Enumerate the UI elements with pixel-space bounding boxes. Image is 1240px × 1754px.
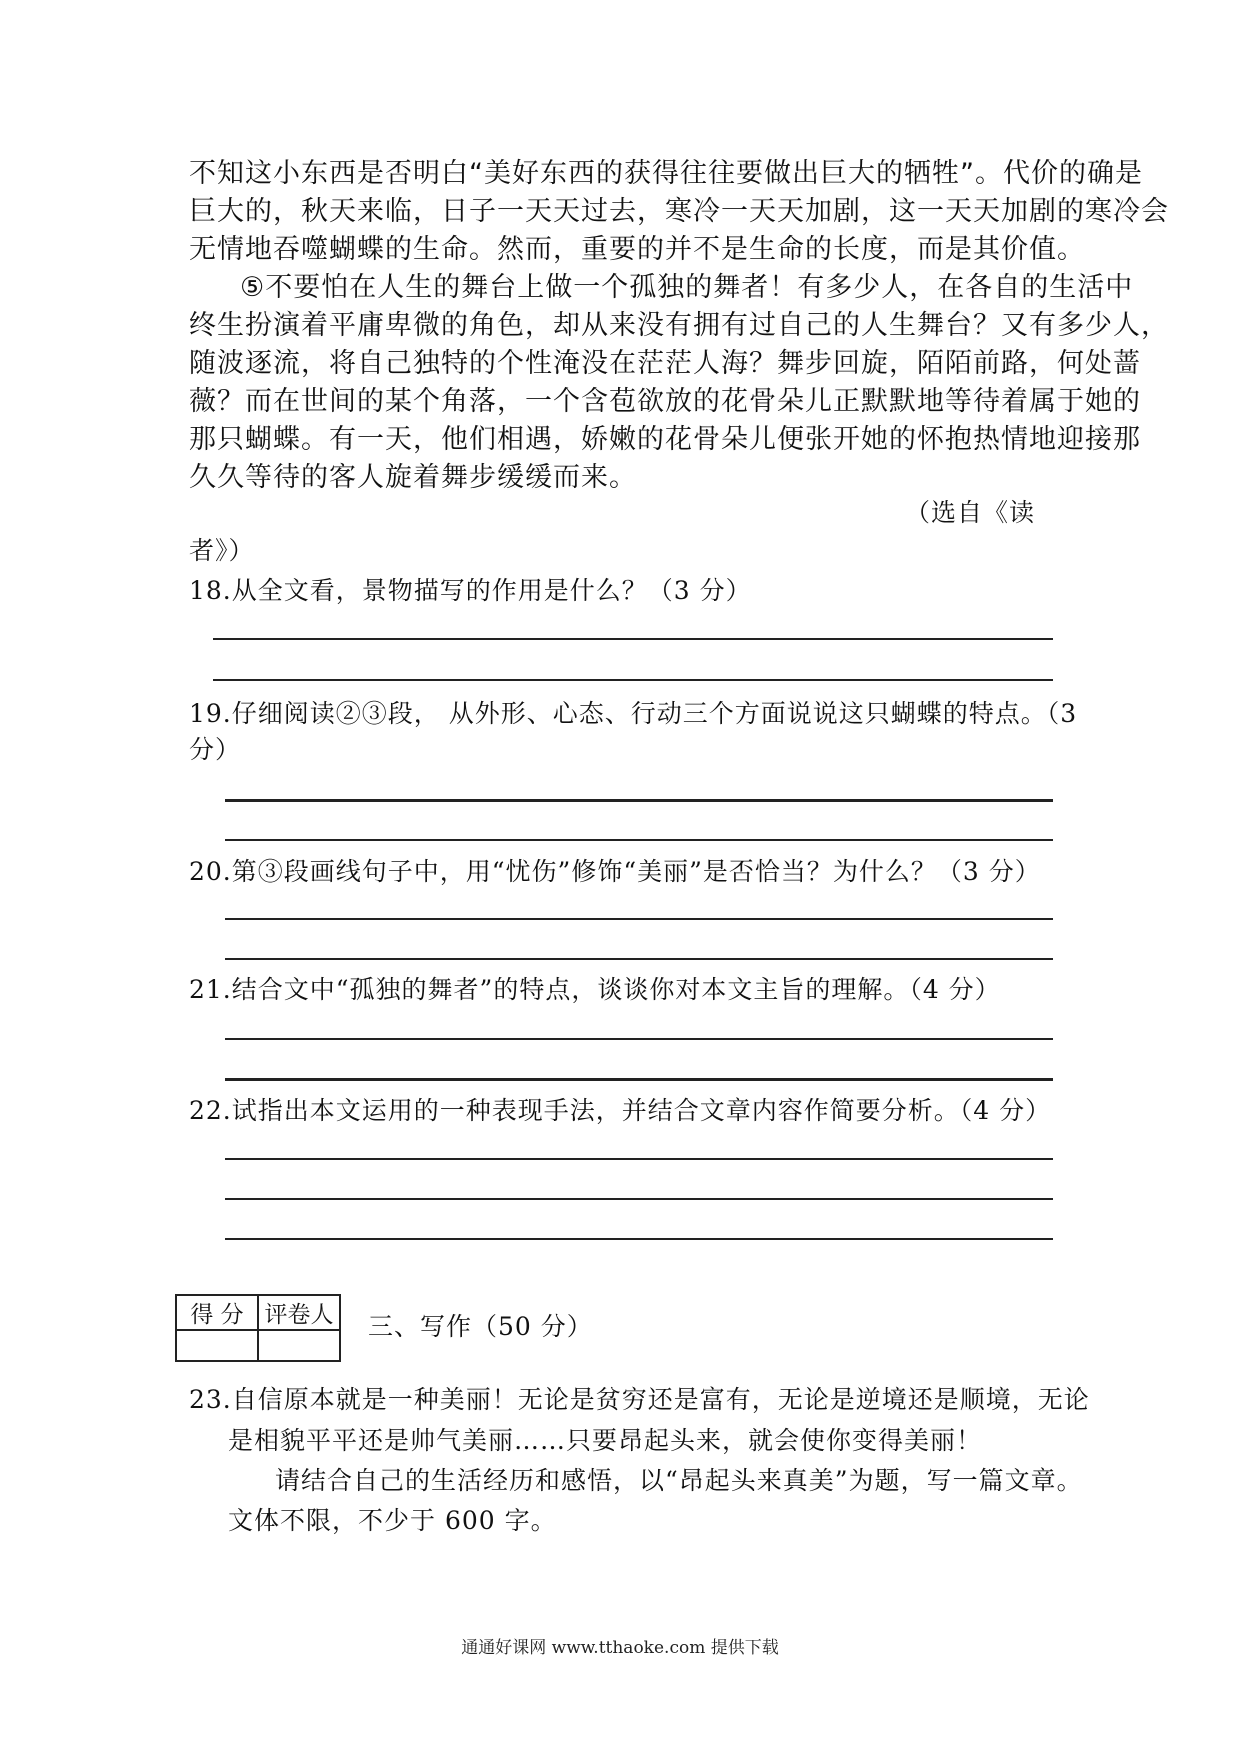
answer-line[interactable] xyxy=(225,839,1053,841)
passage-line: 久久等待的客人旋着舞步缓缓而来。 xyxy=(189,462,637,493)
question-23-requirements: 文体不限，不少于 600 字。 xyxy=(228,1506,557,1535)
score-cell[interactable] xyxy=(176,1330,258,1361)
passage-paragraph-5-start: ⑤不要怕在人生的舞台上做一个孤独的舞者！有多少人，在各自的生活中 xyxy=(240,272,1134,303)
answer-line[interactable] xyxy=(213,679,1053,681)
passage-line: 终生扮演着平庸卑微的角色，却从来没有拥有过自己的人生舞台？又有多少人， xyxy=(189,310,1169,341)
grader-cell[interactable] xyxy=(258,1330,340,1361)
passage-source: （选自《读 xyxy=(905,498,1036,527)
section-title-writing: 三、写作（50 分） xyxy=(368,1312,593,1341)
answer-line[interactable] xyxy=(225,799,1053,802)
answer-line[interactable] xyxy=(213,638,1053,640)
passage-line: 薇？而在世间的某个角落，一个含苞欲放的花骨朵儿正默默地等待着属于她的 xyxy=(189,386,1141,417)
passage-line: 随波逐流，将自己独特的个性淹没在茫茫人海？舞步回旋，陌陌前路，何处蔷 xyxy=(189,348,1141,379)
question-21: 21.结合文中“孤独的舞者”的特点，谈谈你对本文主旨的理解。（4 分） xyxy=(189,975,1001,1004)
answer-line[interactable] xyxy=(225,1158,1053,1160)
score-table xyxy=(175,1294,341,1362)
answer-line[interactable] xyxy=(225,1078,1053,1081)
question-19: 19.仔细阅读②③段， 从外形、心态、行动三个方面说说这只蝴蝶的特点。（3 xyxy=(189,699,1078,728)
footer-download-note: 通通好课网 www.tthaoke.com 提供下载 xyxy=(461,1638,779,1658)
answer-line[interactable] xyxy=(225,918,1053,920)
question-23-cont: 是相貌平平还是帅气美丽……只要昂起头来，就会使你变得美丽！ xyxy=(228,1426,983,1455)
passage-source-cont: 者》） xyxy=(189,536,255,565)
passage-line: 无情地吞噬蝴蝶的生命。然而，重要的并不是生命的长度，而是其价值。 xyxy=(189,234,1085,265)
passage-line: 巨大的，秋天来临，日子一天天过去，寒冷一天天加剧，这一天天加剧的寒冷会 xyxy=(189,196,1169,227)
question-20: 20.第③段画线句子中，用“忧伤”修饰“美丽”是否恰当？为什么？（3 分） xyxy=(189,857,1041,886)
answer-line[interactable] xyxy=(225,1198,1053,1200)
question-18: 18.从全文看，景物描写的作用是什么？（3 分） xyxy=(189,576,752,605)
answer-line[interactable] xyxy=(225,958,1053,960)
question-23: 23.自信原本就是一种美丽！无论是贫穷还是富有，无论是逆境还是顺境，无论 xyxy=(189,1385,1090,1414)
passage-line: 那只蝴蝶。有一天，他们相遇，娇嫩的花骨朵儿便张开她的怀抱热情地迎接那 xyxy=(189,424,1141,455)
score-header: 得 分 xyxy=(176,1295,258,1330)
grader-header: 评卷人 xyxy=(258,1295,340,1330)
answer-line[interactable] xyxy=(225,1238,1053,1240)
question-22: 22.试指出本文运用的一种表现手法，并结合文章内容作简要分析。（4 分） xyxy=(189,1096,1052,1125)
answer-line[interactable] xyxy=(225,1038,1053,1040)
passage-line: 不知这小东西是否明白“美好东西的获得往往要做出巨大的牺牲”。代价的确是 xyxy=(189,158,1143,189)
question-19-cont: 分） xyxy=(189,735,242,764)
question-23-prompt: 请结合自己的生活经历和感悟，以“昂起头来真美”为题，写一篇文章。 xyxy=(275,1466,1083,1495)
